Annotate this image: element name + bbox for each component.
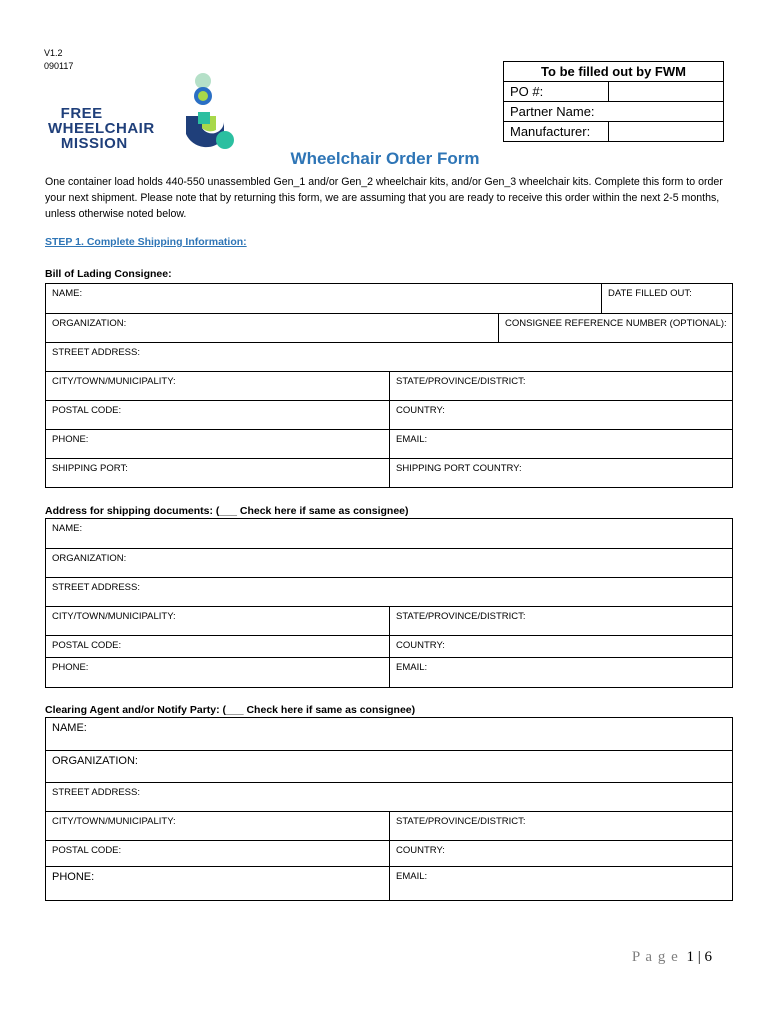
- version-info: [44, 47, 73, 73]
- logo-line-wheelchair: WHEELCHAIR: [48, 120, 155, 137]
- docs-section-label: Address for shipping documents: (___ Check here if same as consignee): [45, 505, 409, 517]
- logo-line-mission: MISSION: [60, 135, 128, 152]
- agent-street-field[interactable]: STREET ADDRESS:: [52, 787, 140, 798]
- consignee-street-field[interactable]: STREET ADDRESS:: [52, 347, 140, 358]
- consignee-table: [45, 283, 733, 488]
- docs-street-field[interactable]: STREET ADDRESS:: [52, 582, 140, 593]
- manufacturer-label: Manufacturer:: [504, 122, 609, 142]
- agent-country-field[interactable]: COUNTRY:: [389, 841, 732, 866]
- consignee-city-field[interactable]: CITY/TOWN/MUNICIPALITY:: [52, 376, 176, 387]
- consignee-organization-field[interactable]: ORGANIZATION:: [52, 318, 127, 329]
- shipping-port-field[interactable]: SHIPPING PORT:: [52, 463, 128, 474]
- logo-line-free: FREE: [60, 105, 103, 122]
- consignee-name-field[interactable]: NAME:: [52, 288, 83, 299]
- logo-wordmark: [48, 106, 155, 151]
- intro-paragraph: One container load holds 440-550 unassembled Gen_1 and/or Gen_2 wheelchair kits, and/or Gen_3 wheelchair kits. Complete this form to order your next shipment. Please note that by returning this form, we are assuming that you are ready to receive this order within the next 2-5 months, unless otherwise noted below.: [45, 176, 723, 220]
- page-word: P a g e: [631, 949, 679, 965]
- agent-table: [45, 717, 733, 901]
- consignee-postal-field[interactable]: POSTAL CODE:: [52, 405, 122, 416]
- consignee-country-field[interactable]: COUNTRY:: [389, 401, 732, 429]
- docs-name-field[interactable]: NAME:: [52, 523, 83, 534]
- fwm-office-use-box: [503, 61, 724, 142]
- consignee-email-field[interactable]: EMAIL:: [389, 430, 732, 458]
- version-date: 090117: [44, 61, 74, 71]
- docs-city-field[interactable]: CITY/TOWN/MUNICIPALITY:: [52, 611, 176, 622]
- docs-phone-field[interactable]: PHONE:: [52, 662, 89, 673]
- step-1-heading: STEP 1. Complete Shipping Information:: [45, 236, 247, 248]
- shipping-port-country-field[interactable]: SHIPPING PORT COUNTRY:: [389, 459, 732, 487]
- agent-name-field[interactable]: NAME:: [52, 722, 87, 734]
- docs-organization-field[interactable]: ORGANIZATION:: [52, 553, 127, 564]
- agent-organization-field[interactable]: ORGANIZATION:: [52, 755, 138, 767]
- agent-postal-field[interactable]: POSTAL CODE:: [52, 845, 122, 856]
- agent-email-field[interactable]: EMAIL:: [389, 867, 732, 900]
- agent-section-label: Clearing Agent and/or Notify Party: (___ Check here if same as consignee): [45, 704, 416, 716]
- consignee-state-field[interactable]: STATE/PROVINCE/DISTRICT:: [389, 372, 732, 400]
- consignee-reference-field[interactable]: CONSIGNEE REFERENCE NUMBER (OPTIONAL):: [498, 314, 732, 342]
- date-filled-field[interactable]: DATE FILLED OUT:: [601, 284, 732, 313]
- docs-postal-field[interactable]: POSTAL CODE:: [52, 640, 122, 651]
- docs-state-field[interactable]: STATE/PROVINCE/DISTRICT:: [389, 607, 732, 635]
- po-field[interactable]: [609, 82, 724, 102]
- logo-mark-icon: [166, 72, 246, 154]
- page-title: Wheelchair Order Form: [290, 149, 480, 168]
- po-label: PO #:: [504, 82, 609, 102]
- free-wheelchair-mission-logo: [48, 72, 243, 154]
- page-footer: [632, 949, 712, 966]
- docs-table: [45, 518, 733, 688]
- manufacturer-field[interactable]: [609, 122, 724, 142]
- partner-name-label[interactable]: Partner Name:: [504, 102, 724, 122]
- agent-city-field[interactable]: CITY/TOWN/MUNICIPALITY:: [52, 816, 176, 827]
- consignee-section-label: Bill of Lading Consignee:: [45, 268, 172, 280]
- docs-country-field[interactable]: COUNTRY:: [389, 636, 732, 657]
- version-number: V1.2: [44, 48, 63, 58]
- docs-email-field[interactable]: EMAIL:: [389, 658, 732, 687]
- agent-state-field[interactable]: STATE/PROVINCE/DISTRICT:: [389, 812, 732, 840]
- page-number: 1 | 6: [686, 949, 712, 965]
- consignee-phone-field[interactable]: PHONE:: [52, 434, 89, 445]
- fwm-box-title: To be filled out by FWM: [504, 62, 724, 82]
- agent-phone-field[interactable]: PHONE:: [52, 871, 95, 883]
